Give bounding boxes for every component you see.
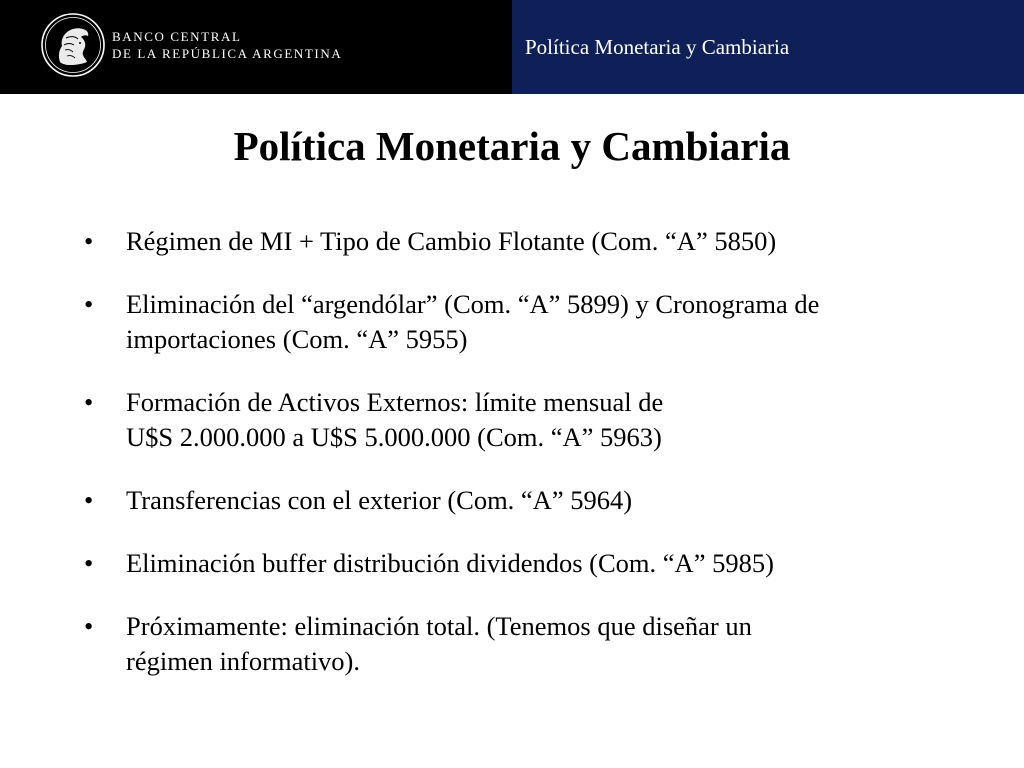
org-name-line1: BANCO CENTRAL [112,29,242,44]
bullet-text-line: Transferencias con el exterior (Com. “A” 5964) [126,485,633,515]
org-name [112,28,342,62]
org-name-line2: DE LA REPÚBLICA ARGENTINA [112,46,343,61]
bullet-item [84,609,964,679]
header-bar [0,0,1024,94]
bullet-text-line: régimen informativo). [126,646,361,676]
bullet-dot-icon: • [84,611,94,641]
bullet-dot-icon: • [84,485,94,515]
bullet-item [84,483,964,518]
bullet-dot-icon: • [84,548,94,578]
bullet-text-line: Régimen de MI + Tipo de Cambio Flotante (Com. “A” 5850) [126,226,777,256]
header-section-title: Política Monetaria y Cambiaria [525,35,790,59]
bullet-dot-icon: • [84,289,94,319]
bullet-list [84,224,964,707]
bullet-text-line: U$S 2.000.000 a U$S 5.000.000 (Com. “A” 5963) [126,422,662,452]
bullet-text-line: Eliminación del “argendólar” (Com. “A” 5899) y Cronograma de [126,289,820,319]
header-brand-panel [0,0,512,94]
bullet-item [84,224,964,259]
republic-head-emblem-icon [40,12,106,78]
bullet-text-line: Próximamente: eliminación total. (Tenemos que diseñar un [126,611,752,641]
bullet-text-line: Formación de Activos Externos: límite mensual de [126,387,664,417]
bullet-text-line: importaciones (Com. “A” 5955) [126,324,468,354]
bullet-dot-icon: • [84,387,94,417]
bullet-dot-icon: • [84,226,94,256]
slide-title: Política Monetaria y Cambiaria [233,123,791,169]
header-section-panel [512,0,1024,94]
bullet-item [84,546,964,581]
bullet-item [84,385,964,455]
bullet-item [84,287,964,357]
bullet-text-line: Eliminación buffer distribución dividendos (Com. “A” 5985) [126,548,774,578]
